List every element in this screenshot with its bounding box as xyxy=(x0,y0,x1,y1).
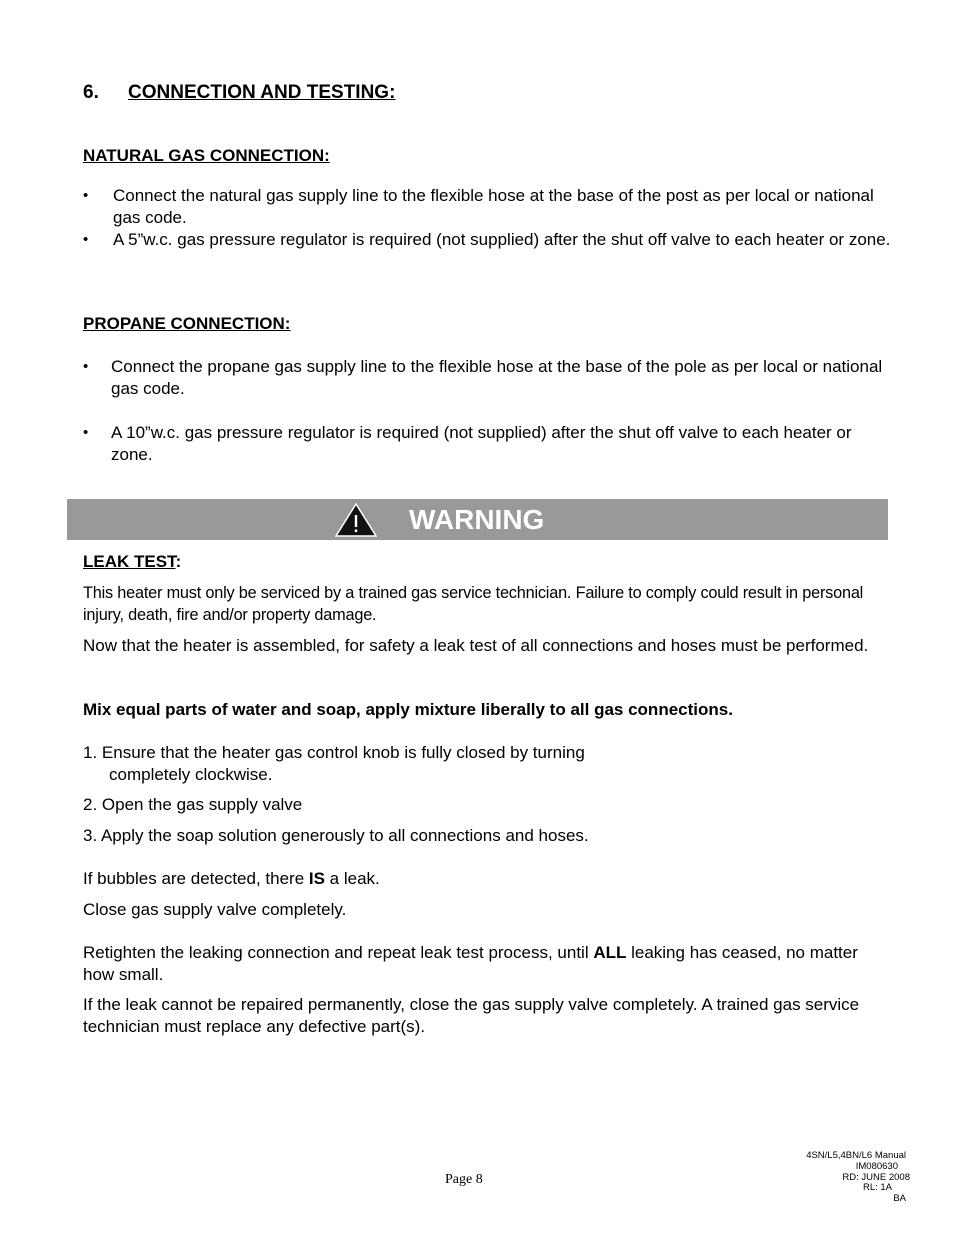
bullet-icon: • xyxy=(83,358,89,375)
bubbles-text-pre: If bubbles are detected, there xyxy=(83,869,309,888)
natural-gas-heading: NATURAL GAS CONNECTION: xyxy=(83,146,330,165)
bullet-icon: • xyxy=(83,187,89,204)
bullet-text: A 5”w.c. gas pressure regulator is required (not supplied) after the shut off valve to each heater or zone. xyxy=(113,230,891,249)
bullet-icon: • xyxy=(83,424,89,441)
propane-heading: PROPANE CONNECTION: xyxy=(83,314,291,333)
assembled-paragraph: Now that the heater is assembled, for safety a leak test of all connections and hoses must be performed. xyxy=(83,636,869,655)
section-title xyxy=(83,82,395,104)
retighten-text-pre: Retighten the leaking connection and repeat leak test process, until xyxy=(83,943,594,962)
step-text-continued: completely clockwise. xyxy=(109,765,273,784)
list-item xyxy=(83,356,893,400)
meta-line: IM080630 xyxy=(855,1160,898,1172)
list-item: 2. Open the gas supply valve xyxy=(83,795,303,814)
bubbles-paragraph xyxy=(83,868,893,890)
page-number: Page 8 xyxy=(445,1172,483,1187)
list-item xyxy=(83,229,893,251)
leak-test-heading xyxy=(83,551,181,573)
retighten-paragraph xyxy=(83,942,893,986)
retighten-text-post: leaking has ceased, no matter how small. xyxy=(83,943,858,984)
bubbles-text-bold: IS xyxy=(308,869,325,888)
mix-instruction: Mix equal parts of water and soap, apply mixture liberally to all gas connections. xyxy=(83,700,733,719)
list-item xyxy=(83,185,893,229)
list-item xyxy=(83,422,893,466)
technician-notice: This heater must only be serviced by a trained gas service technician. Failure to comply could result in personal injury, death, fire and/or property damage. xyxy=(83,584,864,624)
step-text: 1. Ensure that the heater gas control knob is fully closed by turning xyxy=(83,743,585,762)
warning-label: WARNING xyxy=(409,504,545,535)
meta-line: RD: JUNE 2008 xyxy=(842,1171,910,1183)
meta-line: BA xyxy=(893,1193,906,1205)
close-valve-paragraph: Close gas supply valve completely. xyxy=(83,900,347,919)
section-title-text: CONNECTION AND TESTING: xyxy=(128,82,396,103)
list-item: 3. Apply the soap solution generously to all connections and hoses. xyxy=(83,826,589,845)
leak-test-heading-colon: : xyxy=(175,552,182,571)
cannot-repair-paragraph: If the leak cannot be repaired permanently, close the gas supply valve completely. A trained gas service technician must replace any defective part(s). xyxy=(83,995,860,1036)
bullet-text: Connect the propane gas supply line to the flexible hose at the base of the pole as per local or national gas code. xyxy=(111,357,883,398)
bullet-text: A 10”w.c. gas pressure regulator is required (not supplied) after the shut off valve to each heater or zone. xyxy=(111,423,852,464)
meta-line: 4SN/L5,4BN/L6 Manual xyxy=(806,1150,906,1161)
warning-banner xyxy=(67,499,888,540)
section-number: 6. xyxy=(83,82,99,103)
meta-line: RL: 1A xyxy=(862,1182,892,1194)
document-meta xyxy=(806,1151,910,1205)
bullet-text: Connect the natural gas supply line to the flexible hose at the base of the post as per local or national gas code. xyxy=(113,186,874,227)
leak-test-heading-text: LEAK TEST xyxy=(83,552,176,571)
retighten-text-bold: ALL xyxy=(593,943,627,962)
warning-triangle-icon xyxy=(335,503,377,537)
list-item xyxy=(83,742,893,786)
bullet-icon: • xyxy=(83,231,89,248)
bubbles-text-post: a leak. xyxy=(324,869,380,888)
